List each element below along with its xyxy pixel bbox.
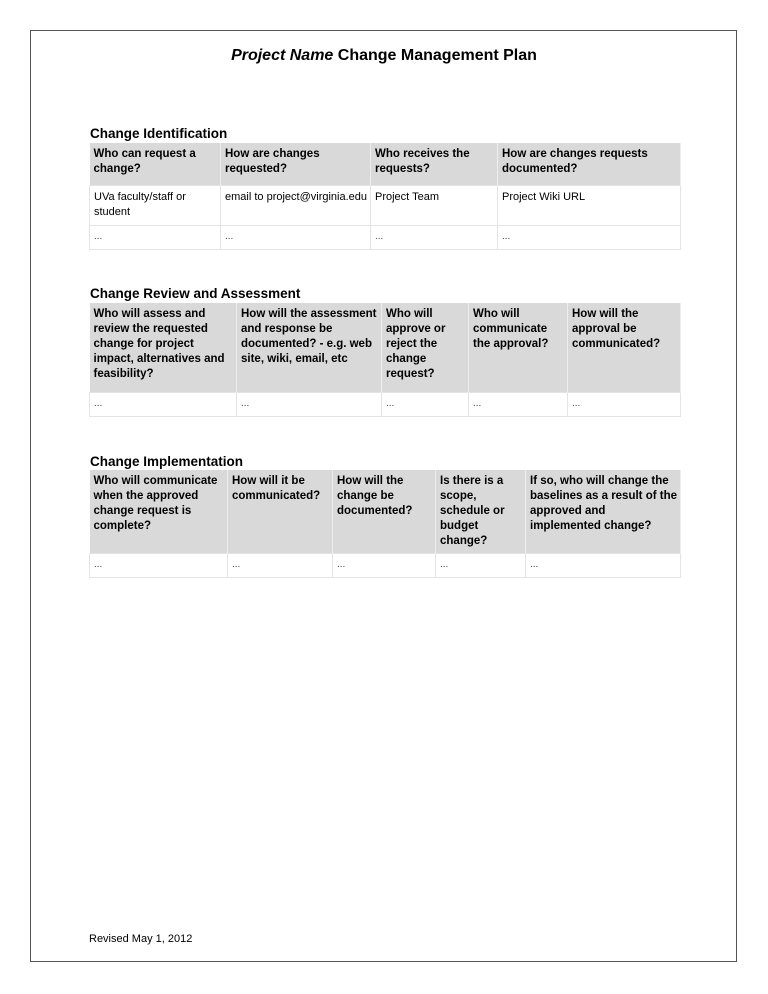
cell: ... [237, 392, 382, 416]
cell: ... [90, 392, 237, 416]
cell: Project Team [371, 185, 498, 225]
cell: ... [568, 392, 681, 416]
header-cell: How are changes requests documented? [498, 143, 681, 185]
cell: ... [436, 554, 526, 578]
header-cell: How will the change be documented? [333, 470, 436, 554]
revision-date: Revised May 1, 2012 [89, 933, 193, 945]
table-row [90, 554, 681, 578]
cell: ... [333, 554, 436, 578]
section-heading: Change Identification [90, 126, 228, 141]
cell: ... [498, 225, 681, 249]
header-cell: Who can request a change? [90, 143, 221, 185]
cell: ... [469, 392, 568, 416]
header-cell: How will the approval be communicated? [568, 303, 681, 392]
table-row [90, 185, 681, 225]
header-cell: If so, who will change the baselines as a result of the approved and implemented change? [526, 470, 681, 554]
table-row [90, 392, 681, 416]
header-cell: Who will communicate the approval? [469, 303, 568, 392]
header-cell: Who will communicate when the approved change request is complete? [90, 470, 228, 554]
cell: UVa faculty/staff or student [90, 185, 221, 225]
title-text: Change Management Plan [333, 47, 537, 64]
section-heading: Change Implementation [90, 454, 244, 469]
cell: ... [371, 225, 498, 249]
cell: email to project@virginia.edu [221, 185, 371, 225]
cell: ... [90, 225, 221, 249]
header-cell: Is there is a scope, schedule or budget change? [436, 470, 526, 554]
cell: Project Wiki URL [498, 185, 681, 225]
cell: ... [228, 554, 333, 578]
cell: ... [526, 554, 681, 578]
cell: ... [90, 554, 228, 578]
cell: ... [382, 392, 469, 416]
header-cell: How will the assessment and response be documented? - e.g. web site, wiki, email, etc [237, 303, 382, 392]
section-heading: Change Review and Assessment [90, 286, 301, 301]
header-cell: How will it be communicated? [228, 470, 333, 554]
cell: ... [221, 225, 371, 249]
header-cell: Who will assess and review the requested change for project impact, alternatives and feasibility? [90, 303, 237, 392]
change-implementation-table [89, 470, 681, 578]
change-review-table [89, 303, 681, 417]
change-identification-table [89, 143, 681, 250]
header-cell: Who will approve or reject the change request? [382, 303, 469, 392]
table-row [90, 225, 681, 249]
header-cell: Who receives the requests? [371, 143, 498, 185]
header-cell: How are changes requested? [221, 143, 371, 185]
page-title [0, 47, 768, 65]
project-name: Project Name [231, 47, 334, 64]
